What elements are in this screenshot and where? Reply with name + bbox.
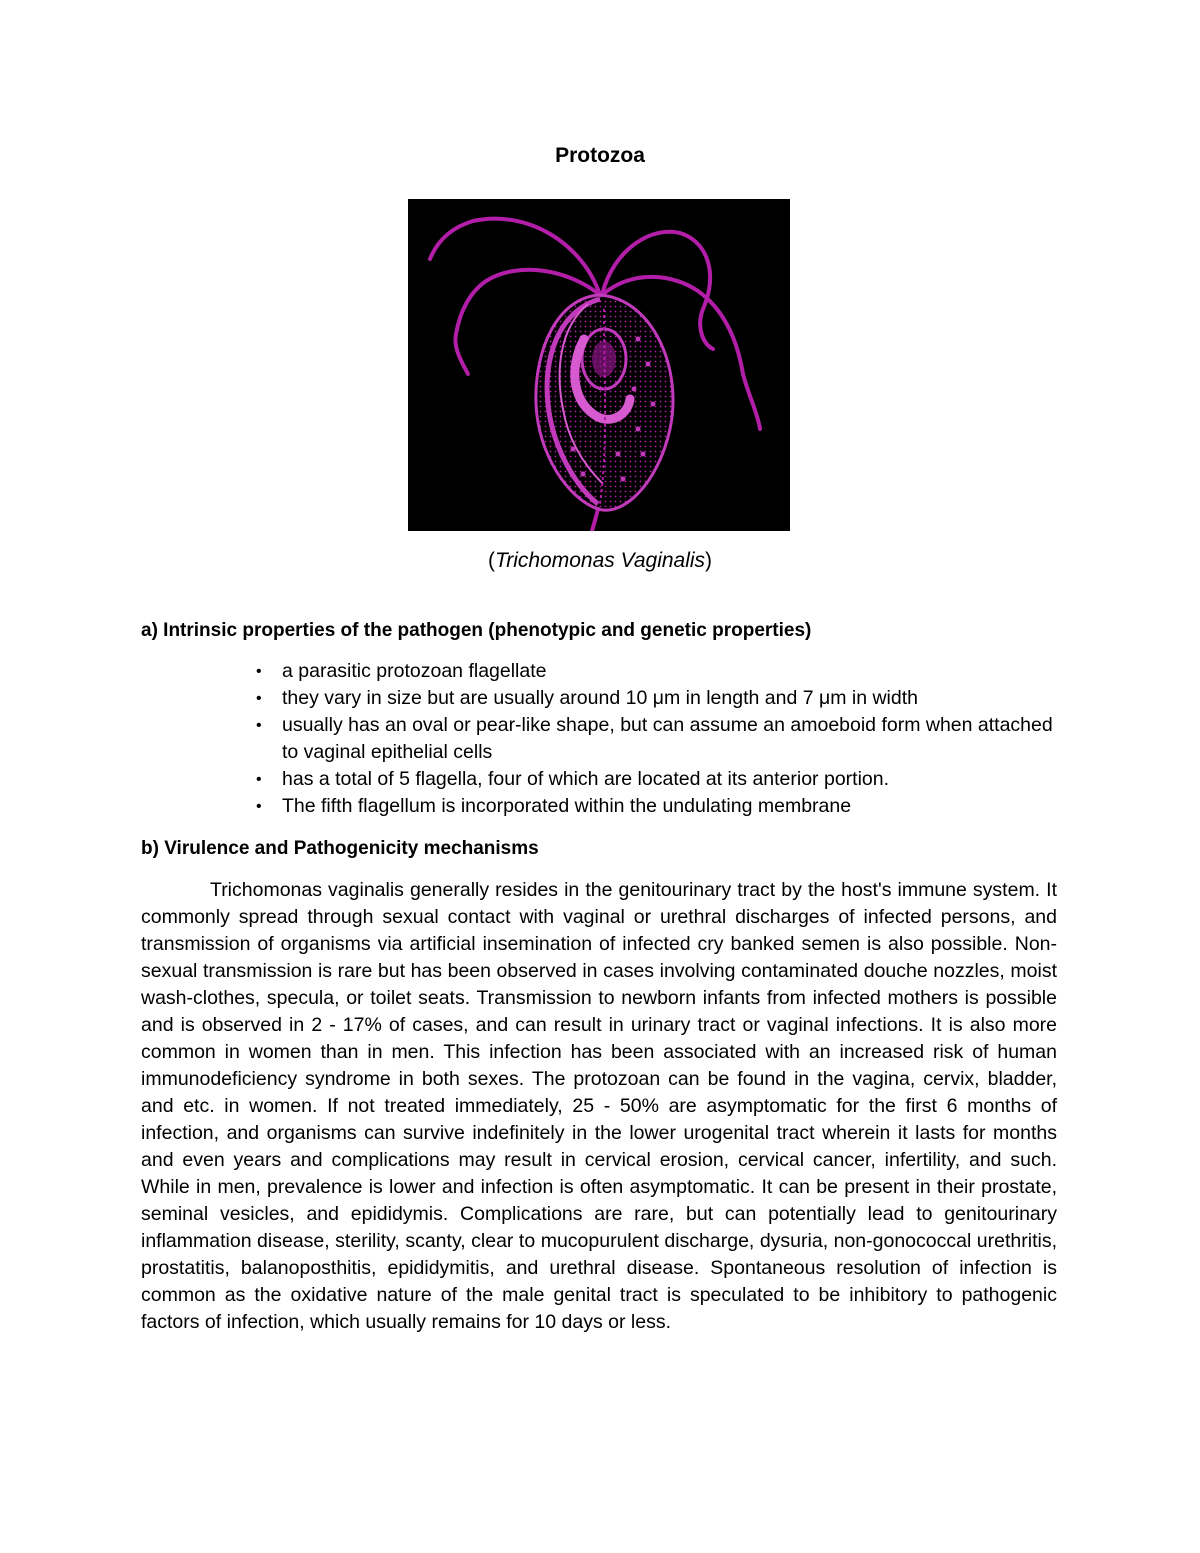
bullet-icon: • — [256, 690, 262, 707]
list-item-text: The fifth flagellum is incorporated within the undulating membrane — [282, 795, 852, 817]
page-title: Protozoa — [555, 144, 645, 167]
list-item — [141, 685, 1061, 712]
list-item — [141, 658, 1061, 685]
list-item — [141, 766, 1061, 793]
virulence-paragraph: Trichomonas vaginalis generally resides in the genitourinary tract by the host's immune system. It commonly spread through sexual contact with vaginal or urethral discharges of infected persons, and transmission of organisms via artificial insemination of infected cry banked semen is also possible. Non-sexual transmission is rare but has been observed in cases involving contaminated douche nozzles, moist wash-clothes, specula, or toilet seats. Transmission to newborn infants from infected mothers is possible and is observed in 2 - 17% of cases, and can result in urinary tract or vaginal infections. It is also more common in women than in men. This infection has been associated with an increased risk of human immunodeficiency syndrome in both sexes. The protozoan can be found in the vagina, cervix, bladder, and etc. in women. If not treated immediately, 25 - 50% are asymptomatic for the first 6 months of infection, and organisms can survive indefinitely in the lower urogenital tract wherein it lasts for months and even years and complications may result in cervical erosion, cervical cancer, infertility, and such. While in men, prevalence is lower and infection is often asymptomatic. It can be present in their prostate, seminal vesicles, and epididymis. Complications are rare, but can potentially lead to genitourinary inflammation disease, sterility, scanty, clear to mucopurulent discharge, dysuria, non-gonococcal urethritis, prostatitis, balanoposthitis, epididymitis, and urethral disease. Spontaneous resolution of infection is common as the oxidative nature of the male genital tract is speculated to be inhibitory to pathogenic factors of infection, which usually remains for 10 days or less. — [141, 879, 1057, 1333]
bullet-icon: • — [256, 771, 262, 788]
caption-close-paren: ) — [705, 549, 713, 572]
section-a-heading: a) Intrinsic properties of the pathogen (phenotypic and genetic properties) — [141, 620, 812, 641]
trichomonas-figure — [408, 199, 790, 531]
list-item-text: they vary in size but are usually around 10 μm in length and 7 μm in width — [282, 687, 918, 709]
list-item — [141, 712, 1061, 766]
bullet-icon: • — [256, 798, 262, 815]
trichomonas-vaginalis-illustration — [408, 199, 790, 531]
bullet-icon: • — [256, 663, 262, 680]
caption-open-paren: ( — [487, 549, 495, 572]
figure-caption — [0, 546, 1200, 576]
caption-species-name: Trichomonas Vaginalis — [494, 549, 706, 572]
intrinsic-properties-list — [141, 658, 1061, 820]
bullet-icon: • — [256, 717, 262, 734]
list-item-text: has a total of 5 flagella, four of which are located at its anterior portion. — [282, 768, 890, 790]
section-b-heading: b) Virulence and Pathogenicity mechanisms — [141, 838, 539, 859]
list-item-text: usually has an oval or pear-like shape, but can assume an amoeboid form when attached to vaginal epithelial cells — [282, 714, 1053, 763]
list-item-text: a parasitic protozoan flagellate — [282, 660, 547, 682]
list-item — [141, 793, 1061, 820]
